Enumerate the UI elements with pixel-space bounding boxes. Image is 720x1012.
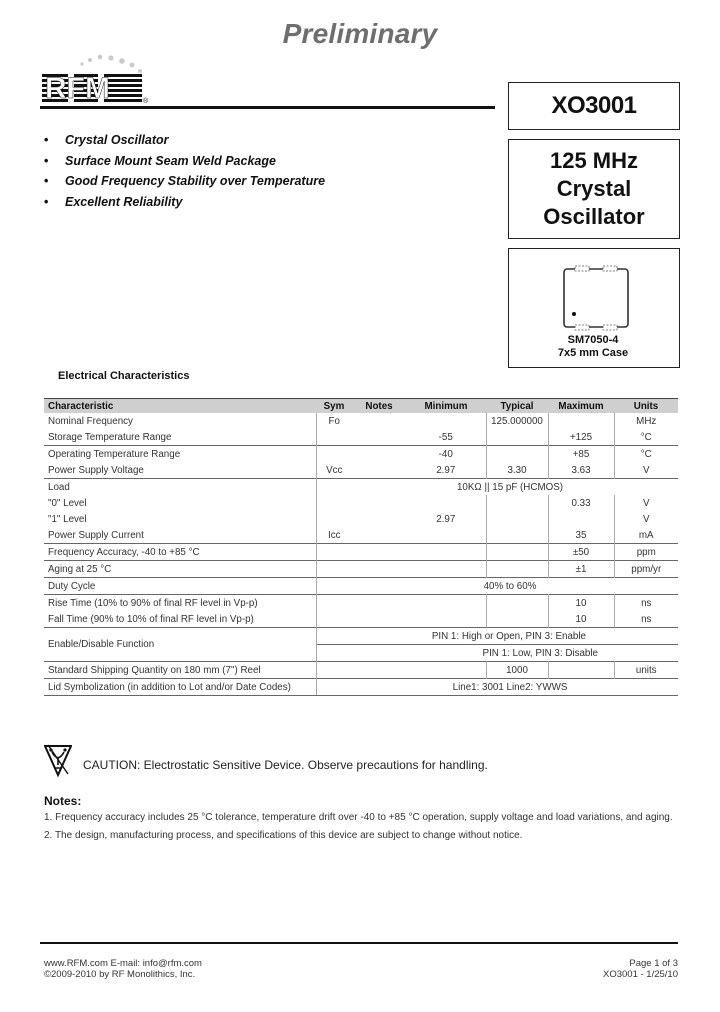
note-item: 1. Frequency accuracy includes 25 °C tolerance, temperature drift over -40 to +85 °C operation, supply voltage and load variations, and aging. <box>44 812 673 823</box>
cell-units: V <box>642 513 650 525</box>
row-label: Nominal Frequency <box>44 413 316 429</box>
rfm-logo <box>40 52 150 108</box>
col-minimum: Minimum <box>406 399 486 414</box>
package-drawing <box>539 255 649 339</box>
cell-max: 10 <box>548 611 614 628</box>
cell-sym: Vcc <box>326 464 343 476</box>
footer-doc: XO3001 - 1/25/10 <box>603 969 678 980</box>
cell-units: units <box>614 662 678 679</box>
cell-units: V <box>642 497 650 509</box>
cell-units: °C <box>640 431 652 443</box>
row-label: Fall Time (90% to 10% of final RF level in Vp-p) <box>44 611 316 628</box>
table-row <box>44 413 678 429</box>
feature-item: • Excellent Reliability <box>44 192 325 213</box>
col-typical: Typical <box>486 399 548 414</box>
product-title-line-3: Oscillator <box>543 204 645 229</box>
note-item: 2. The design, manufacturing process, and specifications of this device are subject to change without notice. <box>44 830 523 841</box>
feature-list <box>44 130 325 212</box>
table-row <box>44 527 678 544</box>
cell-min: 2.97 <box>406 511 486 527</box>
row-label: Lid Symbolization (in addition to Lot and/or Date Codes) <box>44 679 316 696</box>
table-row <box>44 495 678 511</box>
product-title-line-2: Crystal <box>556 176 632 201</box>
section-title: Electrical Characteristics <box>58 370 190 382</box>
cell-min: -40 <box>406 446 486 463</box>
table-row <box>44 544 678 561</box>
logo-brand: RFM <box>45 72 110 105</box>
row-label: Power Supply Current <box>44 527 316 544</box>
row-label: Aging at 25 °C <box>44 561 316 578</box>
cell-units: MHz <box>636 415 657 427</box>
cell-span: 10KΩ || 15 pF (HCMOS) <box>406 479 614 496</box>
table-row <box>44 446 678 463</box>
notes-title: Notes: <box>44 794 82 808</box>
footer-copyright: ©2009-2010 by RF Monolithics, Inc. <box>44 969 196 980</box>
col-maximum: Maximum <box>548 399 614 414</box>
row-label: Rise Time (10% to 90% of final RF level in Vp-p) <box>44 595 316 612</box>
product-title-line-1: 125 MHz <box>549 148 639 173</box>
row-label: Standard Shipping Quantity on 180 mm (7") Reel <box>44 662 316 679</box>
logo-registered: ® <box>143 98 149 105</box>
cell-span: Line1: 3001 Line2: YWWS <box>406 679 614 696</box>
footer-page: Page 1 of 3 <box>629 958 678 969</box>
row-label: Power Supply Voltage <box>44 462 316 479</box>
header-rule <box>40 106 495 109</box>
table-row <box>44 595 678 612</box>
table-row <box>44 462 678 479</box>
cell-max: 35 <box>548 527 614 544</box>
cell-max: +85 <box>548 446 614 463</box>
row-label: Frequency Accuracy, -40 to +85 °C <box>44 544 316 561</box>
cell-min: 2.97 <box>406 462 486 479</box>
part-number-box <box>508 82 680 130</box>
table-row <box>44 679 678 696</box>
table-row <box>44 578 678 595</box>
footer-website: www.RFM.com E-mail: info@rfm.com <box>44 958 202 969</box>
table-row <box>44 511 678 527</box>
cell-typ: 125.000000 <box>486 413 548 429</box>
cell-max: 3.63 <box>548 462 614 479</box>
preliminary-banner: Preliminary <box>282 18 438 49</box>
col-characteristic: Characteristic <box>44 399 316 414</box>
cell-units: mA <box>638 529 654 541</box>
cell-typ: 1000 <box>486 662 548 679</box>
table-row <box>44 628 678 645</box>
row-label: "1" Level <box>44 511 316 527</box>
feature-item: • Surface Mount Seam Weld Package <box>44 151 325 172</box>
cell-min: -55 <box>406 429 486 446</box>
feature-item: • Crystal Oscillator <box>44 130 325 151</box>
esd-warning-icon <box>44 742 72 778</box>
case-size: 7x5 mm Case <box>557 347 629 359</box>
footer-rule <box>40 942 678 944</box>
table-row <box>44 662 678 679</box>
cell-units: °C <box>614 446 678 463</box>
cell-units: ppm <box>614 544 678 561</box>
cell-max: 10 <box>548 595 614 612</box>
table-row <box>44 611 678 628</box>
caution-text: CAUTION: Electrostatic Sensitive Device. Observe precautions for handling. <box>83 758 488 772</box>
cell-span: PIN 1: Low, PIN 3: Disable <box>316 645 614 662</box>
cell-max: +125 <box>548 429 614 446</box>
electrical-characteristics-table <box>44 398 678 696</box>
cell-units: ppm/yr <box>614 561 678 578</box>
row-label: Load <box>44 479 316 496</box>
feature-item: • Good Frequency Stability over Temperature <box>44 171 325 192</box>
cell-units: V <box>642 464 650 476</box>
cell-span: PIN 1: High or Open, PIN 3: Enable <box>316 628 614 645</box>
cell-typ: 3.30 <box>486 462 548 479</box>
cell-sym: Fo <box>328 415 340 427</box>
table-row <box>44 429 678 446</box>
case-name: SM7050-4 <box>567 334 619 346</box>
cell-units: ns <box>614 595 678 612</box>
cell-units: ns <box>641 613 652 625</box>
row-label: "0" Level <box>44 495 316 511</box>
product-title-box <box>508 139 680 239</box>
cell-max: 0.33 <box>548 495 614 511</box>
cell-span: 40% to 60% <box>406 578 614 595</box>
part-number: XO3001 <box>551 92 637 119</box>
row-label: Enable/Disable Function <box>44 628 316 662</box>
table-row <box>44 479 678 496</box>
row-label: Operating Temperature Range <box>44 446 316 463</box>
cell-max: ±50 <box>548 544 614 561</box>
table-row <box>44 561 678 578</box>
table-header-row <box>44 399 678 414</box>
col-sym: Sym <box>316 399 352 414</box>
row-label: Duty Cycle <box>44 578 316 595</box>
row-label: Storage Temperature Range <box>44 429 316 446</box>
cell-max: ±1 <box>548 561 614 578</box>
col-units: Units <box>614 399 678 414</box>
col-notes: Notes <box>352 399 406 414</box>
cell-sym: Icc <box>327 529 341 541</box>
